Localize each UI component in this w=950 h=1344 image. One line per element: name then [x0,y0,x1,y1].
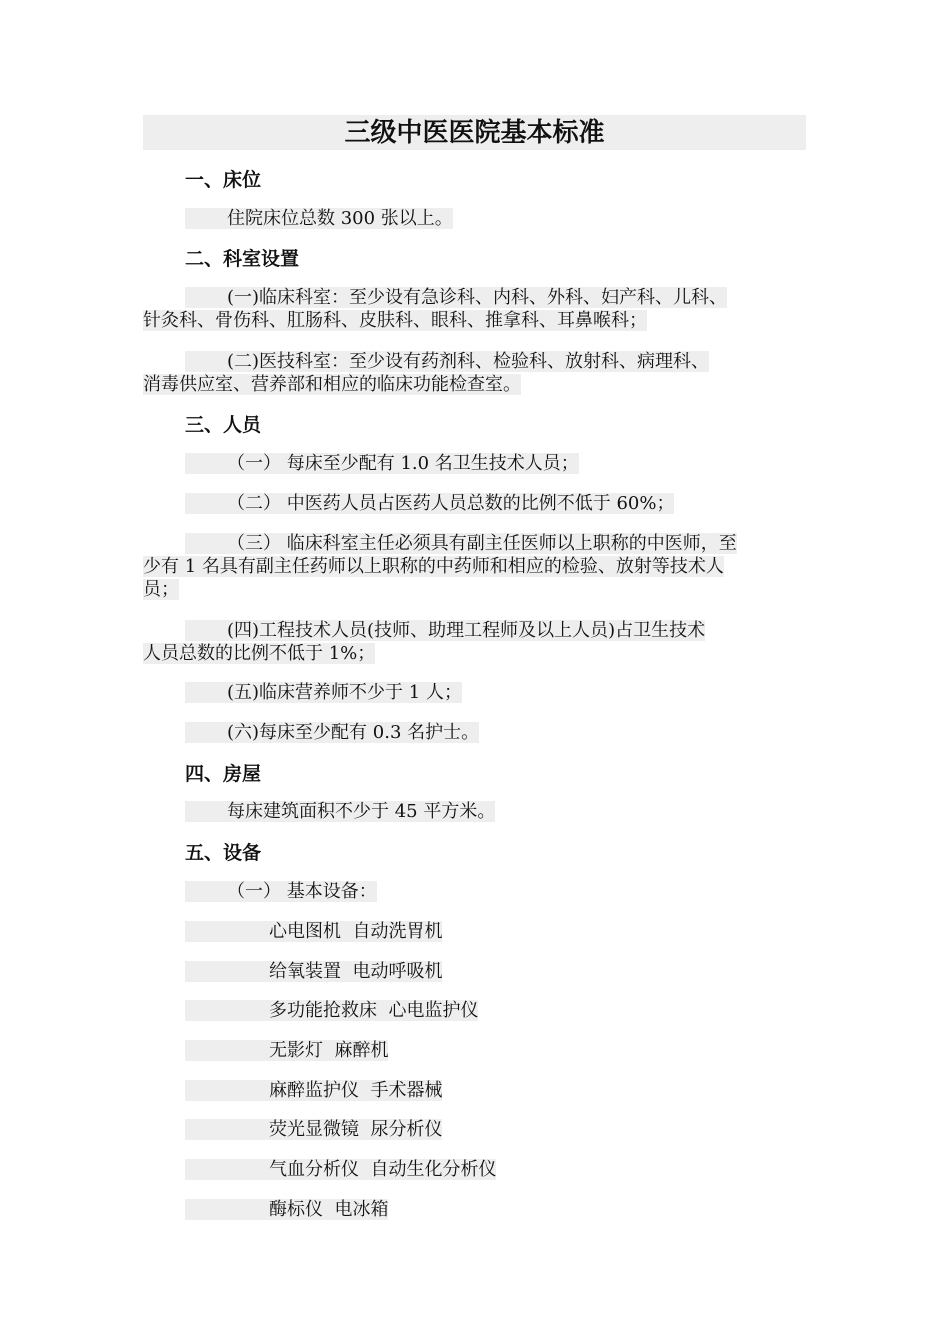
staff-item6-block [185,721,479,744]
staff-item6: (六)每床至少配有 0.3 名护士。 [185,722,479,743]
section-heading-departments: 二、科室设置 [185,248,300,270]
housing-text-block [185,800,495,823]
staff-item4-line1: (四)工程技术人员(技师、助理工程师及以上人员)占卫生技术 [185,620,705,641]
equipment-basic-label-block [185,880,377,903]
equipment-list-item [185,1158,496,1181]
staff-item3-paragraph [143,532,737,601]
staff-item3-line1: （三） 临床科室主任必须具有副主任医师以上职称的中医师，至 [185,533,737,554]
staff-item3-line2: 少有 1 名具有副主任药师以上职称的中药师和相应的检验、放射等技术人 [143,556,724,577]
clinical-departments-line2: 针灸科、骨伤科、肛肠科、皮肤科、眼科、推拿科、耳鼻喉科； [143,310,647,331]
beds-text-block [185,207,453,230]
equipment-item-text: 多功能抢救床 心电监护仪 [185,1000,478,1021]
equipment-basic-label: （一） 基本设备： [185,881,377,902]
staff-item5: (五)临床营养师不少于 1 人； [185,682,462,703]
medtech-departments-paragraph [143,350,709,396]
medtech-departments-line2: 消毒供应室、营养部和相应的临床功能检查室。 [143,374,521,395]
equipment-list-item [185,1039,388,1062]
equipment-item-text: 荧光显微镜 尿分析仪 [185,1119,442,1140]
equipment-list-item [185,920,442,943]
equipment-item-text: 麻醉监护仪 手术器械 [185,1080,442,1101]
section-heading-beds: 一、床位 [185,169,262,191]
medtech-departments-line1: (二)医技科室：至少设有药剂科、检验科、放射科、病理科、 [185,351,709,372]
equipment-item-text: 酶标仪 电冰箱 [185,1199,388,1220]
equipment-item-text: 心电图机 自动洗胃机 [185,921,442,942]
staff-item1: （一） 每床至少配有 1.0 名卫生技术人员； [185,453,579,474]
beds-text: 住院床位总数 300 张以上。 [185,208,453,229]
page-title: 三级中医医院基本标准 [143,115,806,150]
equipment-list-item [185,1118,442,1141]
staff-item4-paragraph [143,619,705,665]
staff-item2-block [185,492,674,515]
equipment-list-item [185,1198,388,1221]
section-heading-equipment: 五、设备 [185,842,262,864]
section-heading-housing: 四、房屋 [185,763,262,785]
equipment-item-text: 无影灯 麻醉机 [185,1040,388,1061]
section-heading-staff: 三、人员 [185,414,262,436]
housing-text: 每床建筑面积不少于 45 平方米。 [185,801,495,822]
staff-item5-block [185,681,462,704]
clinical-departments-line1: (一)临床科室：至少设有急诊科、内科、外科、妇产科、儿科、 [185,287,727,308]
clinical-departments-paragraph [143,286,727,332]
staff-item3-line3: 员； [143,579,179,600]
equipment-list-item [185,999,478,1022]
staff-item4-line2: 人员总数的比例不低于 1%； [143,643,376,664]
equipment-item-text: 气血分析仪 自动生化分析仪 [185,1159,496,1180]
staff-item2: （二） 中医药人员占医药人员总数的比例不低于 60%； [185,493,674,514]
equipment-list-item [185,1079,442,1102]
equipment-item-text: 给氧装置 电动呼吸机 [185,961,442,982]
equipment-list-item [185,960,442,983]
staff-item1-block [185,452,579,475]
